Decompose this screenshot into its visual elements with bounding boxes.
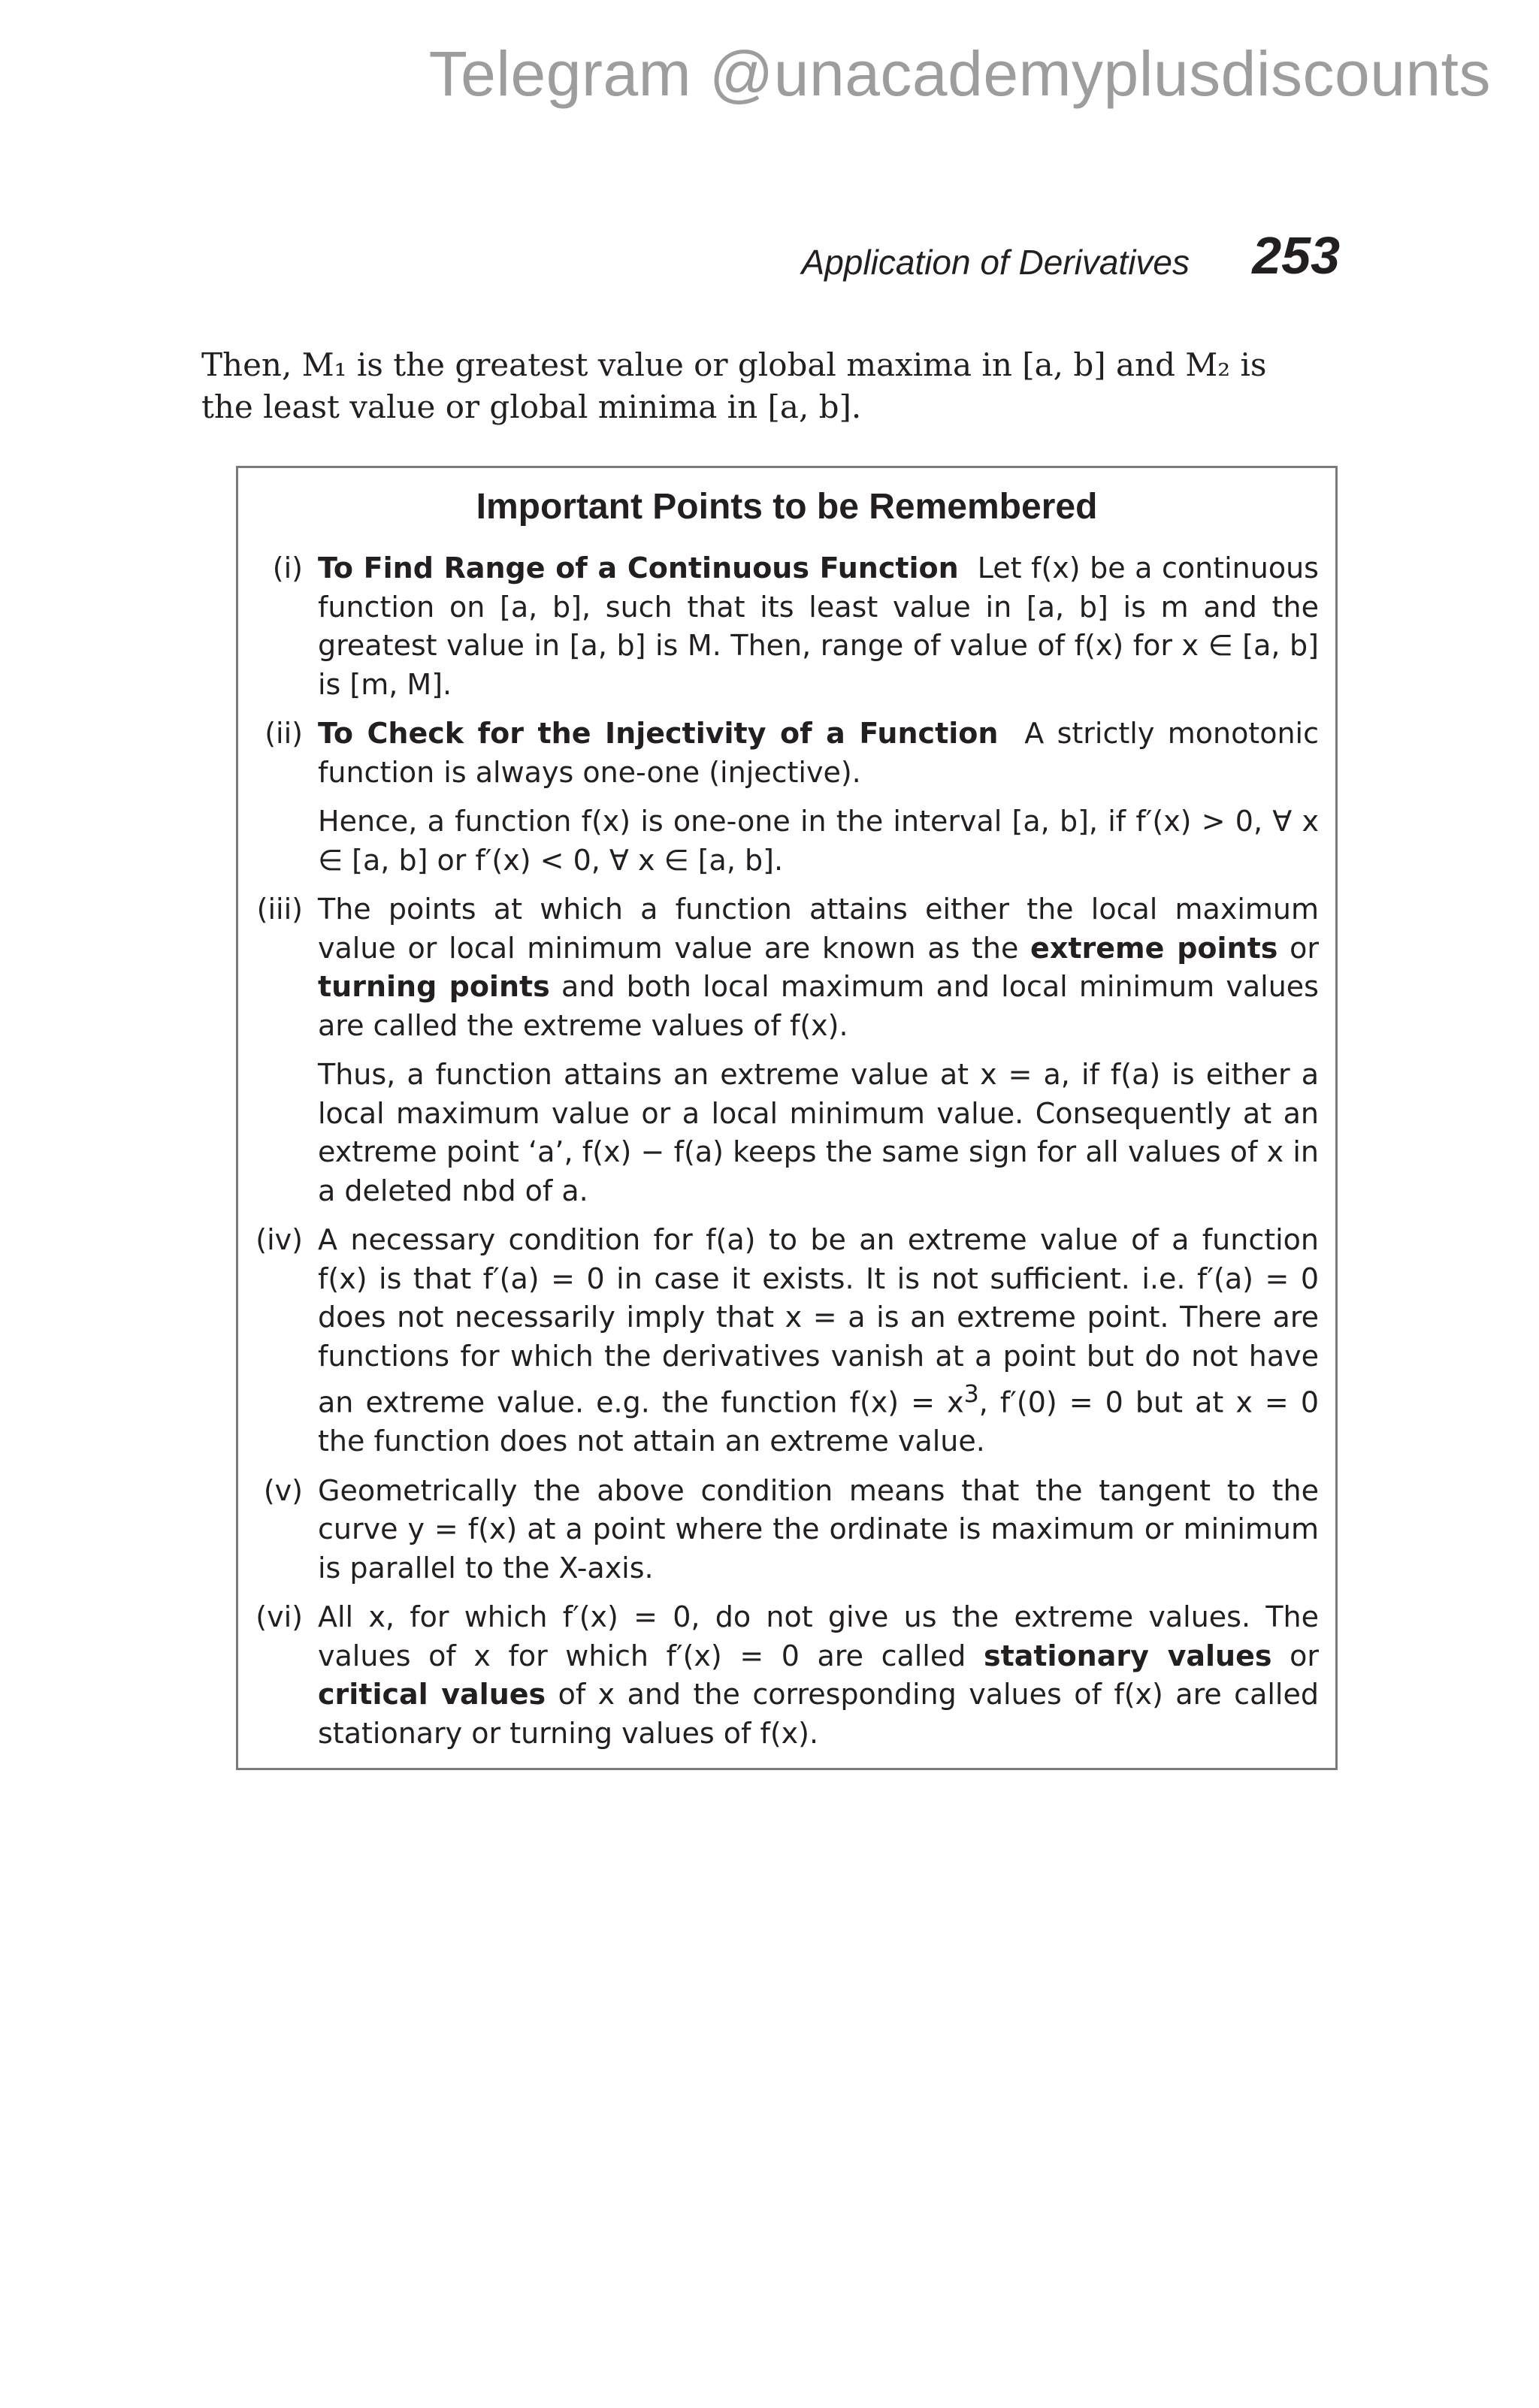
term-stationary-values: stationary values (983, 1639, 1272, 1672)
point-body-a: All x, for which f′(x) = 0, do not give us the extreme values. The values of x for which f′(x) = 0 are called (318, 1600, 1319, 1672)
point-text (318, 890, 1319, 1045)
box-title: Important Points to be Remembered (476, 487, 1098, 527)
point-body-b: , f′(0) = 0 but at x = 0 the function does not attain an extreme value. (318, 1385, 1319, 1458)
point-text (318, 549, 1319, 704)
point-text (318, 715, 1319, 792)
point-body: Let f(x) be a continuous function on [a, b], such that its least value in [a, b] is m and the greatest value in [a, b] is M. Then, range of value of f(x) for x ∈ [a, b] is [m, M]. (318, 551, 1319, 701)
point-text (318, 1598, 1319, 1753)
point-body: A strictly monotonic function is always one-one (injective). (318, 717, 1319, 789)
points-list (238, 549, 1340, 1763)
point-iv (238, 1221, 1340, 1461)
point-v (238, 1472, 1340, 1588)
point-marker: (iii) (256, 893, 303, 926)
point-text-2: Thus, a function attains an extreme value at x = a, if f(a) is either a local maximum value or a local minimum value. Consequently at an extreme point ‘a’, f(x) − f(a) keeps the same sign for all values of x in a deleted nbd of a. (318, 1058, 1319, 1207)
point-marker: (ii) (265, 717, 303, 750)
point-marker: (i) (272, 551, 303, 585)
exponent: 3 (963, 1381, 979, 1408)
watermark: Telegram @unacademyplusdiscounts (428, 38, 1491, 109)
intro-line-1: Then, M₁ is the greatest value or global maxima in [a, b] and M₂ is (201, 346, 1267, 383)
point-text-2: Hence, a function f(x) is one-one in the interval [a, b], if f′(x) > 0, ∀ x ∈ [a, b] or f′(x) < 0, ∀ x ∈ [a, b]. (318, 805, 1319, 877)
point-body-c: of x and the corresponding values of f(x) are called stationary or turning values of f(x). (318, 1678, 1319, 1750)
point-heading: To Check for the Injectivity of a Function (318, 717, 999, 750)
term-critical-values: critical values (318, 1678, 546, 1712)
important-points-box (236, 466, 1338, 1770)
intro-paragraph (201, 344, 1314, 428)
point-body-b: or (1290, 931, 1319, 965)
point-body-a: A necessary condition for f(a) to be an extreme value of a function f(x) is that f′(a) = 0 in case it exists. It is not sufficient. i.e. f′(a) = 0 does not necessarily imply that x = a is an extreme point. There are functions for which the derivatives vanish at a point but do not have an extreme value. e.g. the function f(x) = x (318, 1223, 1319, 1419)
point-i (238, 549, 1340, 704)
point-marker: (iv) (255, 1223, 303, 1256)
term-turning-points: turning points (318, 970, 550, 1003)
point-heading: To Find Range of a Continuous Function (318, 551, 959, 585)
point-text (318, 1221, 1319, 1461)
point-iii (238, 890, 1340, 1210)
point-marker: (vi) (255, 1600, 303, 1634)
running-head (0, 225, 1539, 293)
point-text: Geometrically the above condition means that the tangent to the curve y = f(x) at a point where the ordinate is maximum or minimum is parallel to the X-axis. (318, 1473, 1319, 1585)
point-marker: (v) (263, 1473, 303, 1507)
point-body-b: or (1290, 1639, 1319, 1672)
page-number: 253 (1252, 226, 1340, 285)
intro-line-2: the least value or global minima in [a, b]. (201, 388, 862, 425)
term-extreme-points: extreme points (1030, 931, 1278, 965)
point-body-a: The points at which a function attains either the local maximum value or local minimum value are known as the (318, 893, 1319, 965)
chapter-title: Application of Derivatives (801, 243, 1190, 282)
point-vi (238, 1598, 1340, 1753)
point-body-c: and both local maximum and local minimum values are called the extreme values of f(x). (318, 970, 1319, 1042)
point-ii (238, 715, 1340, 880)
